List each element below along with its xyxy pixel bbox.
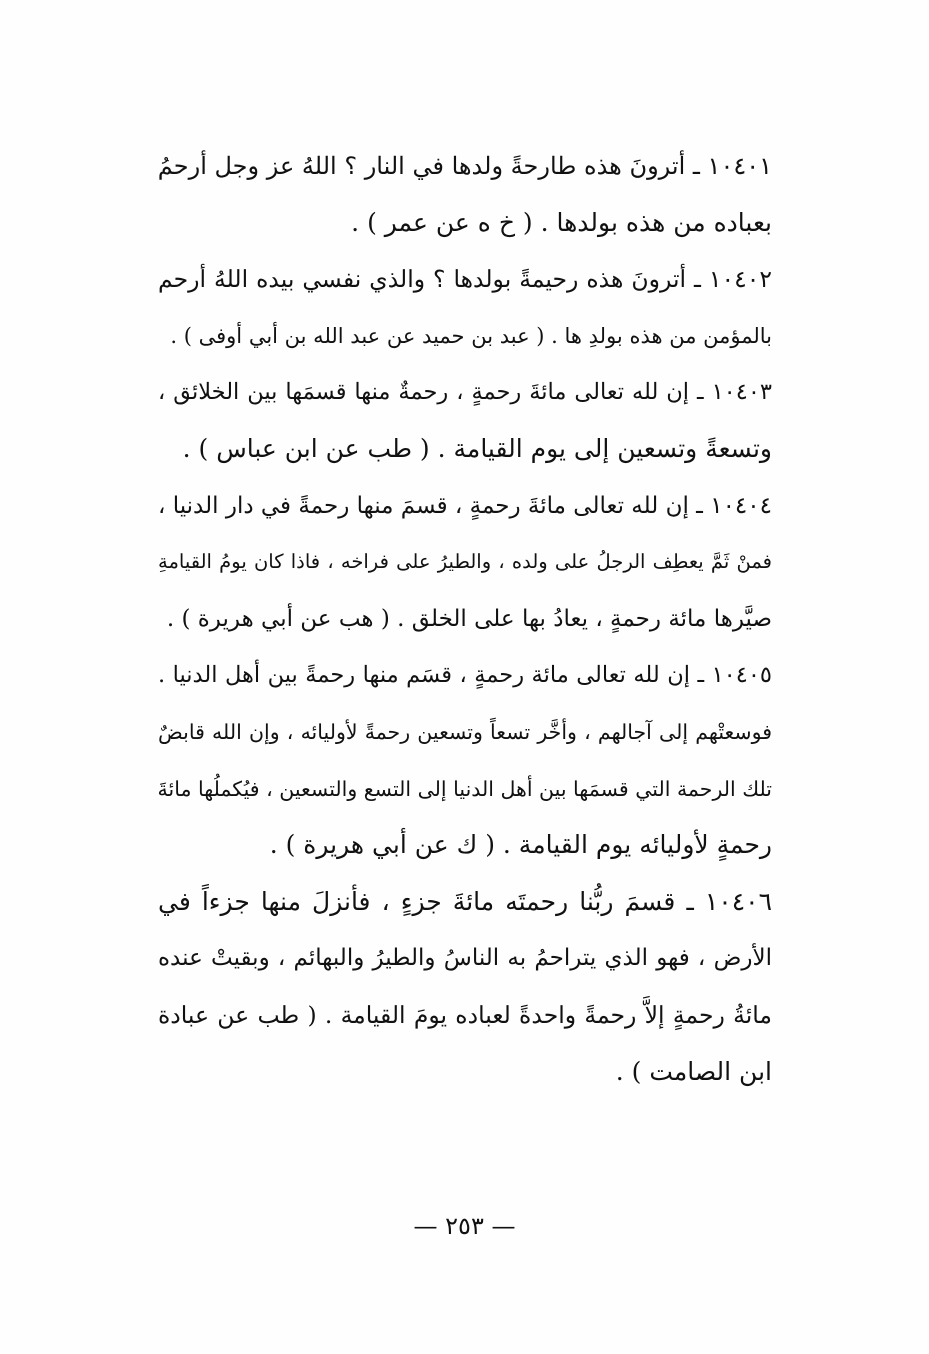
text-line: ١٠٤٠٢ ـ أترونَ هذه رحيمةً بولدها ؟ والذي نفسي بيده اللهُ أرحم <box>158 265 772 294</box>
text-line: صيَّرها مائة رحمةٍ ، يعادُ بها على الخلق . ( هب عن أبي هريرة ) . <box>166 605 772 632</box>
hadith-text-block <box>158 138 772 1100</box>
text-line: ١٠٤٠٤ ـ إن لله تعالى مائةَ رحمةٍ ، قسمَ منها رحمةً في دار الدنيا ، <box>157 492 772 519</box>
hadith-10404 <box>158 478 772 648</box>
text-line: تلك الرحمة التي قسمَها بين أهل الدنيا إلى التسع والتسعين ، فيُكملُها مائةَ <box>157 776 772 801</box>
text-line: فوسعتْهم إلى آجالهم ، وأخَّر تسعاً وتسعين رحمةً لأوليائه ، وإن الله قابضٌ <box>158 719 772 744</box>
text-line: ١٠٤٠١ ـ أترونَ هذه طارحةً ولدها في النار ؟ اللهُ عز وجل أرحمُ <box>157 152 772 180</box>
text-line: ١٠٤٠٣ ـ إن لله تعالى مائةَ رحمةٍ ، رحمةٌ منها قسمَها بين الخلائق ، <box>158 379 772 406</box>
text-line: رحمةٍ لأوليائه يوم القيامة . ( ك عن أبي هريرة ) . <box>269 830 772 860</box>
text-line: ابن الصامت ) . <box>615 1056 772 1086</box>
hadith-10406 <box>158 874 772 1100</box>
hadith-10403 <box>158 364 772 477</box>
hadith-10402 <box>158 251 772 364</box>
text-line: ١٠٤٠٥ ـ إن لله تعالى مائة رحمةٍ ، قسَم منها رحمةً بين أهل الدنيا . <box>158 662 772 689</box>
text-line: مائةُ رحمةٍ إلاَّ رحمةً واحدةً لعباده يومَ القيامة . ( طب عن عبادة <box>158 1000 772 1029</box>
hadith-10401 <box>158 138 772 251</box>
text-line: وتسعةً وتسعين إلى يوم القيامة . ( طب عن ابن عباس ) . <box>182 433 772 463</box>
text-line: الأرض ، فهو الذي يتراحمُ به الناسُ والطيرُ والبهائم ، وبقيتْ عنده <box>158 945 772 972</box>
text-line: بالمؤمن من هذه بولدِ ها . ( عبد بن حميد عن عبد الله بن أبي أوفى ) . <box>170 323 772 348</box>
text-line: فمنْ ثَمَّ يعطِف الرجلُ على ولده ، والطيرُ على فراخه ، فاذا كان يومُ القيامةِ <box>158 550 772 574</box>
text-line: ١٠٤٠٦ ـ قسمَ ربُّنا رحمتَه مائةَ جزءٍ ، فأنزلَ منها جزءاً في <box>158 886 772 916</box>
hadith-10405 <box>158 647 772 873</box>
text-line: بعباده من هذه بولدها . ( خ ه عن عمر ) . <box>351 207 772 237</box>
page-number: — ٢٥٣ — <box>413 1212 516 1240</box>
